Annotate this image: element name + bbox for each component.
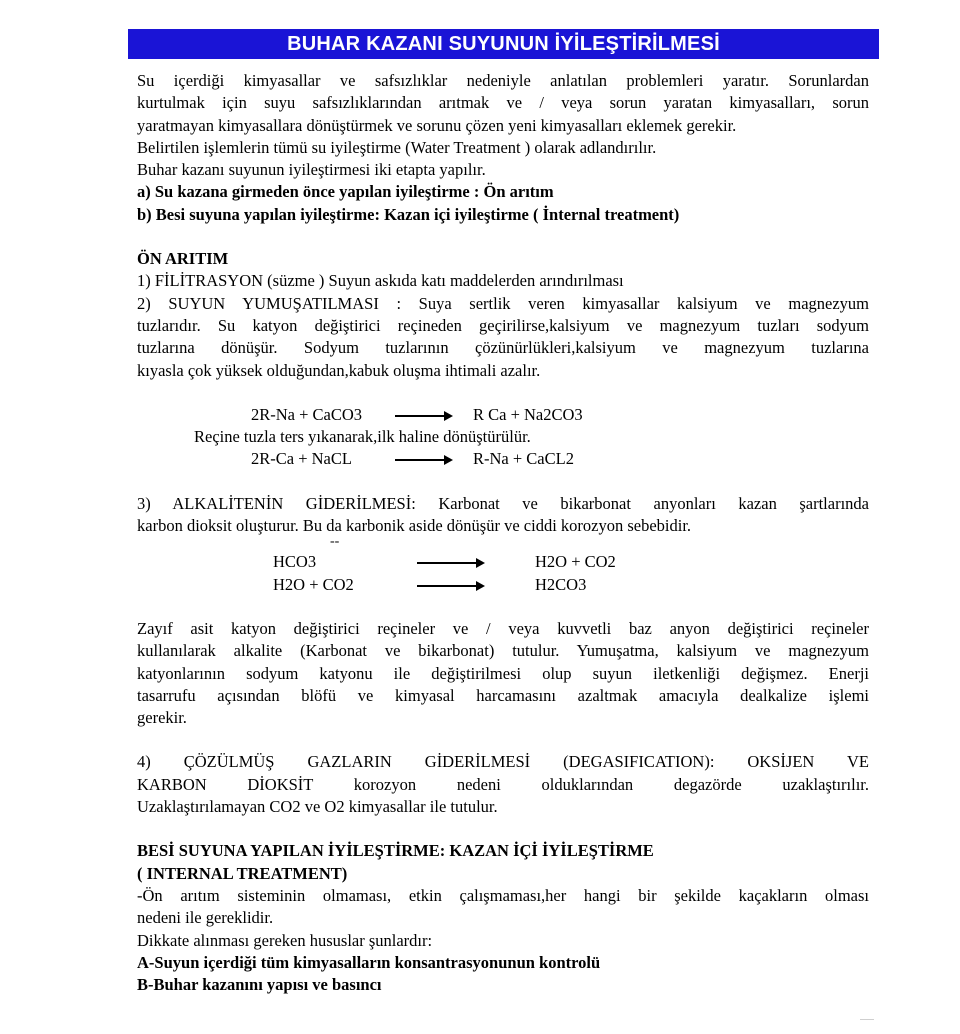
intro-line: Buhar kazanı suyunun iyileştirmesi iki etapta yapılır. [137, 160, 486, 180]
document-body [137, 70, 869, 996]
reaction-left: H2O + CO2 [273, 574, 354, 594]
internal-text-line: nedeni ile gereklidir. [137, 908, 274, 928]
considerations-label: Dikkate alınması gereken hususlar şunlardır: [137, 930, 433, 950]
intro-line: Su içerdiği kimyasallar ve safsızlıklar nedeniyle anlatılan problemleri yaratır. Sorunlardan [137, 71, 869, 90]
alkali-text-line: Zayıf asit katyon değiştirici reçineler ve / veya kuvvetli baz anyon değiştirici reçineler [137, 618, 869, 638]
point-a: A-Suyun içerdiği tüm kimyasalların konsantrasyonunun kontrolü [137, 952, 601, 972]
arrow-icon [395, 415, 449, 417]
item-alkalinity-line: 3) ALKALİTENİN GİDERİLMESİ: Karbonat ve bikarbonat anyonları kazan şartlarında [137, 493, 869, 513]
stage-a: a) Su kazana girmeden önce yapılan iyileştirme : Ön arıtım [137, 182, 554, 202]
item-filtration: 1) FİLİTRASYON (süzme ) Suyun askıda katı maddelerden arındırılması [137, 271, 624, 291]
item-degasification-line: KARBON DİOKSİT korozyon nedeni olduklarından degazörde uzaklaştırılır. [137, 774, 869, 794]
reaction-left: HCO3 [273, 552, 317, 572]
section-heading-internal: ( INTERNAL TREATMENT) [137, 863, 348, 883]
reaction-right: H2CO3 [535, 574, 587, 594]
item-softening-line: 2) SUYUN YUMUŞATILMASI : Suya sertlik veren kimyasallar kalsiyum ve magnezyum [137, 293, 869, 313]
alkali-text-line: gerekir. [137, 708, 187, 728]
point-b: B-Buhar kazanını yapısı ve basıncı [137, 975, 382, 995]
reaction-equation [137, 404, 869, 426]
arrow-icon [417, 562, 481, 564]
item-softening-line: tuzlarıdır. Su katyon değiştirici reçineden geçirilirse,kalsiyum ve magnezyum tuzları sodyum [137, 315, 869, 335]
stage-b: b) Besi suyuna yapılan iyileştirme: Kazan içi iyileştirme ( İnternal treatment) [137, 204, 680, 224]
scan-mark [860, 1019, 874, 1020]
item-softening-line: kıyasla çok yüksek olduğundan,kabuk oluşma ihtimali azalır. [137, 360, 541, 380]
reaction-equation [137, 448, 869, 470]
regeneration-note: Reçine tuzla ters yıkanarak,ilk haline dönüştürülür. [194, 427, 531, 447]
item-degasification-line: 4) ÇÖZÜLMÜŞ GAZLARIN GİDERİLMESİ (DEGASIFICATION): OKSİJEN VE [137, 752, 869, 772]
item-softening-line: tuzlarına dönüşür. Sodyum tuzlarının çözünürlükleri,kalsiyum ve magnezyum tuzlarına [137, 338, 869, 358]
alkali-text-line: kullanılarak alkalite (Karbonat ve bikarbonat) tutulur. Yumuşatma, kalsiyum ve magnezyum [137, 641, 869, 661]
reaction-left: 2R-Ca + NaCL [251, 449, 352, 469]
intro-line: kurtulmak için suyu safsızlıklarından arıtmak ve / veya sorun yaratan kimyasalları, sorun [137, 93, 869, 113]
reaction-right: R-Na + CaCL2 [473, 449, 574, 469]
intro-line: yaratmayan kimyasallara dönüştürmek ve sorunu çözen yeni kimyasalları eklemek gerekir. [137, 115, 737, 135]
reaction-left: 2R-Na + CaCO3 [251, 404, 363, 424]
item-alkalinity-line: karbon dioksit oluşturur. Bu da karbonik aside dönüşür ve ciddi korozyon sebebidir. [137, 516, 692, 536]
section-heading-on-aritim: ÖN ARITIM [137, 249, 229, 269]
page-title: BUHAR KAZANI SUYUNUN İYİLEŞTİRİLMESİ [128, 29, 879, 59]
reaction-equation [137, 551, 869, 573]
reaction-equation [137, 574, 869, 596]
item-degasification-line: Uzaklaştırılamayan CO2 ve O2 kimyasallar ile tutulur. [137, 797, 498, 817]
arrow-icon [417, 585, 481, 587]
charge-mark: -- [330, 534, 340, 550]
internal-text-line: -Ön arıtım sisteminin olmaması, etkin çalışmaması,her hangi bir şekilde kaçakların olması [137, 885, 869, 905]
arrow-icon [395, 459, 449, 461]
section-heading-internal: BESİ SUYUNA YAPILAN İYİLEŞTİRME: KAZAN İÇİ İYİLEŞTİRME [137, 841, 654, 861]
reaction-right: H2O + CO2 [535, 552, 616, 572]
alkali-text-line: tasarrufu açısından blöfü ve kimyasal harcamasını azaltmak amacıyla dealkalize işlemi [137, 685, 869, 705]
reaction-right: R Ca + Na2CO3 [473, 404, 583, 424]
intro-line: Belirtilen işlemlerin tümü su iyileştirme (Water Treatment ) olarak adlandırılır. [137, 137, 657, 157]
alkali-text-line: katyonlarının sodyum katyonu ile değiştirilmesi olup suyun iletkenliği değişmez. Enerji [137, 663, 869, 683]
